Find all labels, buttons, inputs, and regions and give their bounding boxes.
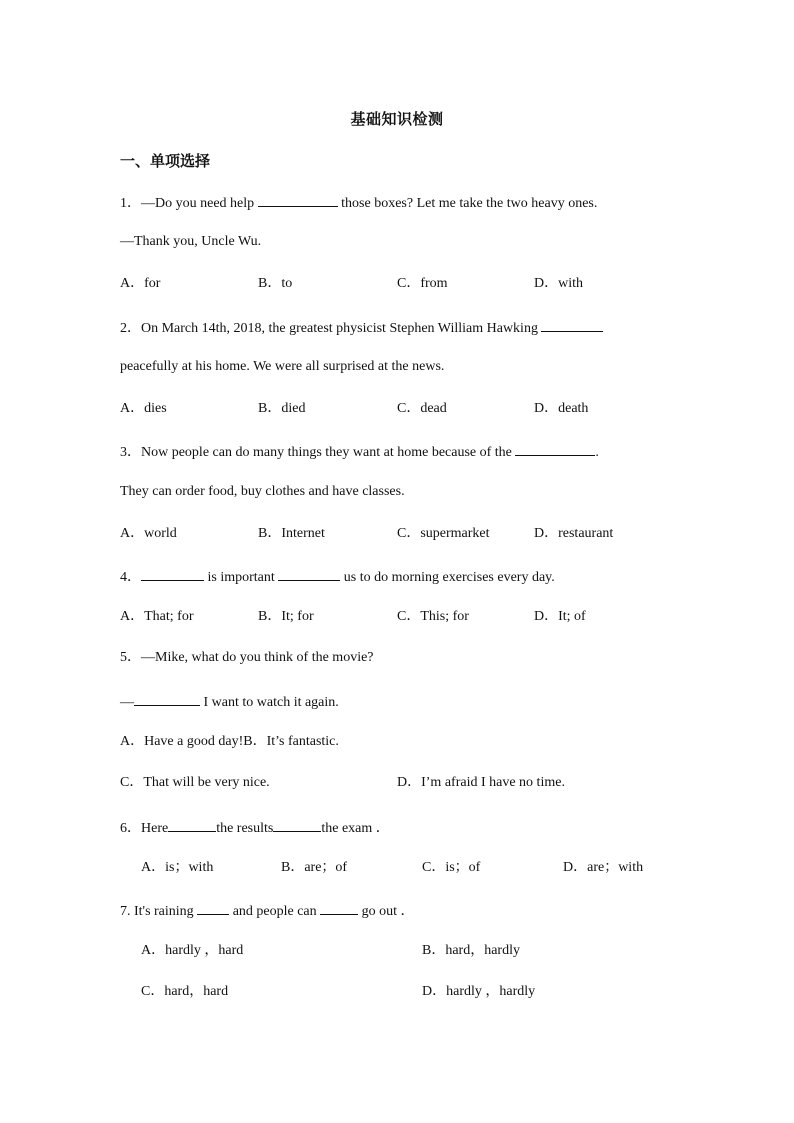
question-3-line-2: They can order food, buy clothes and have classes. (120, 484, 405, 499)
question-5: 5．—Mike, what do you think of the movie? (120, 650, 374, 665)
option-c: C．dead (397, 401, 447, 416)
option-c: C．is；of (422, 860, 481, 875)
question-5-reply (120, 691, 339, 712)
option-c: C．supermarket (397, 526, 490, 541)
question-5-options-ab: A．Have a good day!B．It’s fantastic. (120, 734, 339, 749)
answer-blank (320, 900, 358, 915)
question-1-text-b: those boxes? Let me take the two heavy ones. (337, 196, 598, 211)
question-4-text-b: is important (204, 570, 279, 585)
option-d: D．It; of (534, 609, 586, 624)
option-d: D．are；with (563, 860, 644, 875)
question-6-text-b: the results (216, 821, 274, 836)
answer-blank (278, 566, 340, 581)
question-3-text-b: . (595, 445, 599, 460)
question-7-text-c: go out ． (358, 904, 415, 919)
option-b: B．hard，hardly (422, 943, 520, 958)
page-title: 基础知识检测 (350, 110, 444, 128)
option-a: A．That; for (120, 609, 194, 624)
option-b: B．It; for (258, 609, 314, 624)
question-6 (120, 817, 390, 838)
question-7 (120, 900, 415, 921)
question-4-text-c: us to do morning exercises every day. (340, 570, 555, 585)
question-1-text-a: 1．—Do you need help (120, 196, 258, 211)
option-d: D．I’m afraid I have no time. (397, 775, 565, 790)
question-5-text-b: I want to watch it again. (200, 695, 339, 710)
option-c: C．That will be very nice. (120, 775, 270, 790)
question-7-text-b: and people can (229, 904, 321, 919)
question-5-dash: — (120, 695, 134, 710)
option-d: D．hardly ，hardly (422, 984, 536, 999)
answer-blank (168, 817, 216, 832)
question-2 (120, 317, 603, 338)
question-4-text-a: 4． (120, 570, 141, 585)
answer-blank (258, 192, 338, 207)
option-b: B．died (258, 401, 306, 416)
answer-blank (197, 900, 229, 915)
section-heading: 一、单项选择 (120, 152, 211, 170)
option-d: D．with (534, 276, 583, 291)
option-a: A．for (120, 276, 161, 291)
question-1 (120, 192, 597, 213)
answer-blank (273, 817, 321, 832)
option-c: C．from (397, 276, 448, 291)
question-3-text-a: 3．Now people can do many things they want at home because of the (120, 445, 516, 460)
answer-blank (141, 566, 204, 581)
option-d: D．death (534, 401, 589, 416)
option-c: C．This; for (397, 609, 469, 624)
question-1-reply: —Thank you, Uncle Wu. (120, 234, 262, 249)
option-b: B．to (258, 276, 293, 291)
option-a: A．dies (120, 401, 167, 416)
option-a: A．hardly ，hard (141, 943, 244, 958)
option-b: B．Internet (258, 526, 325, 541)
option-c: C．hard，hard (141, 984, 229, 999)
question-3 (120, 441, 599, 462)
question-6-text-a: 6．Here (120, 821, 169, 836)
answer-blank (134, 691, 200, 706)
answer-blank (515, 441, 595, 456)
answer-blank (541, 317, 603, 332)
option-a: A．is；with (141, 860, 214, 875)
question-2-line-2: peacefully at his home. We were all surprised at the news. (120, 359, 445, 374)
option-d: D．restaurant (534, 526, 614, 541)
question-4 (120, 566, 555, 587)
question-2-text-a: 2．On March 14th, 2018, the greatest physicist Stephen William Hawking (120, 321, 542, 336)
option-a: A．world (120, 526, 177, 541)
question-7-text-a: 7. It's raining (120, 904, 198, 919)
option-b: B．are；of (281, 860, 348, 875)
question-6-text-c: the exam ． (321, 821, 390, 836)
